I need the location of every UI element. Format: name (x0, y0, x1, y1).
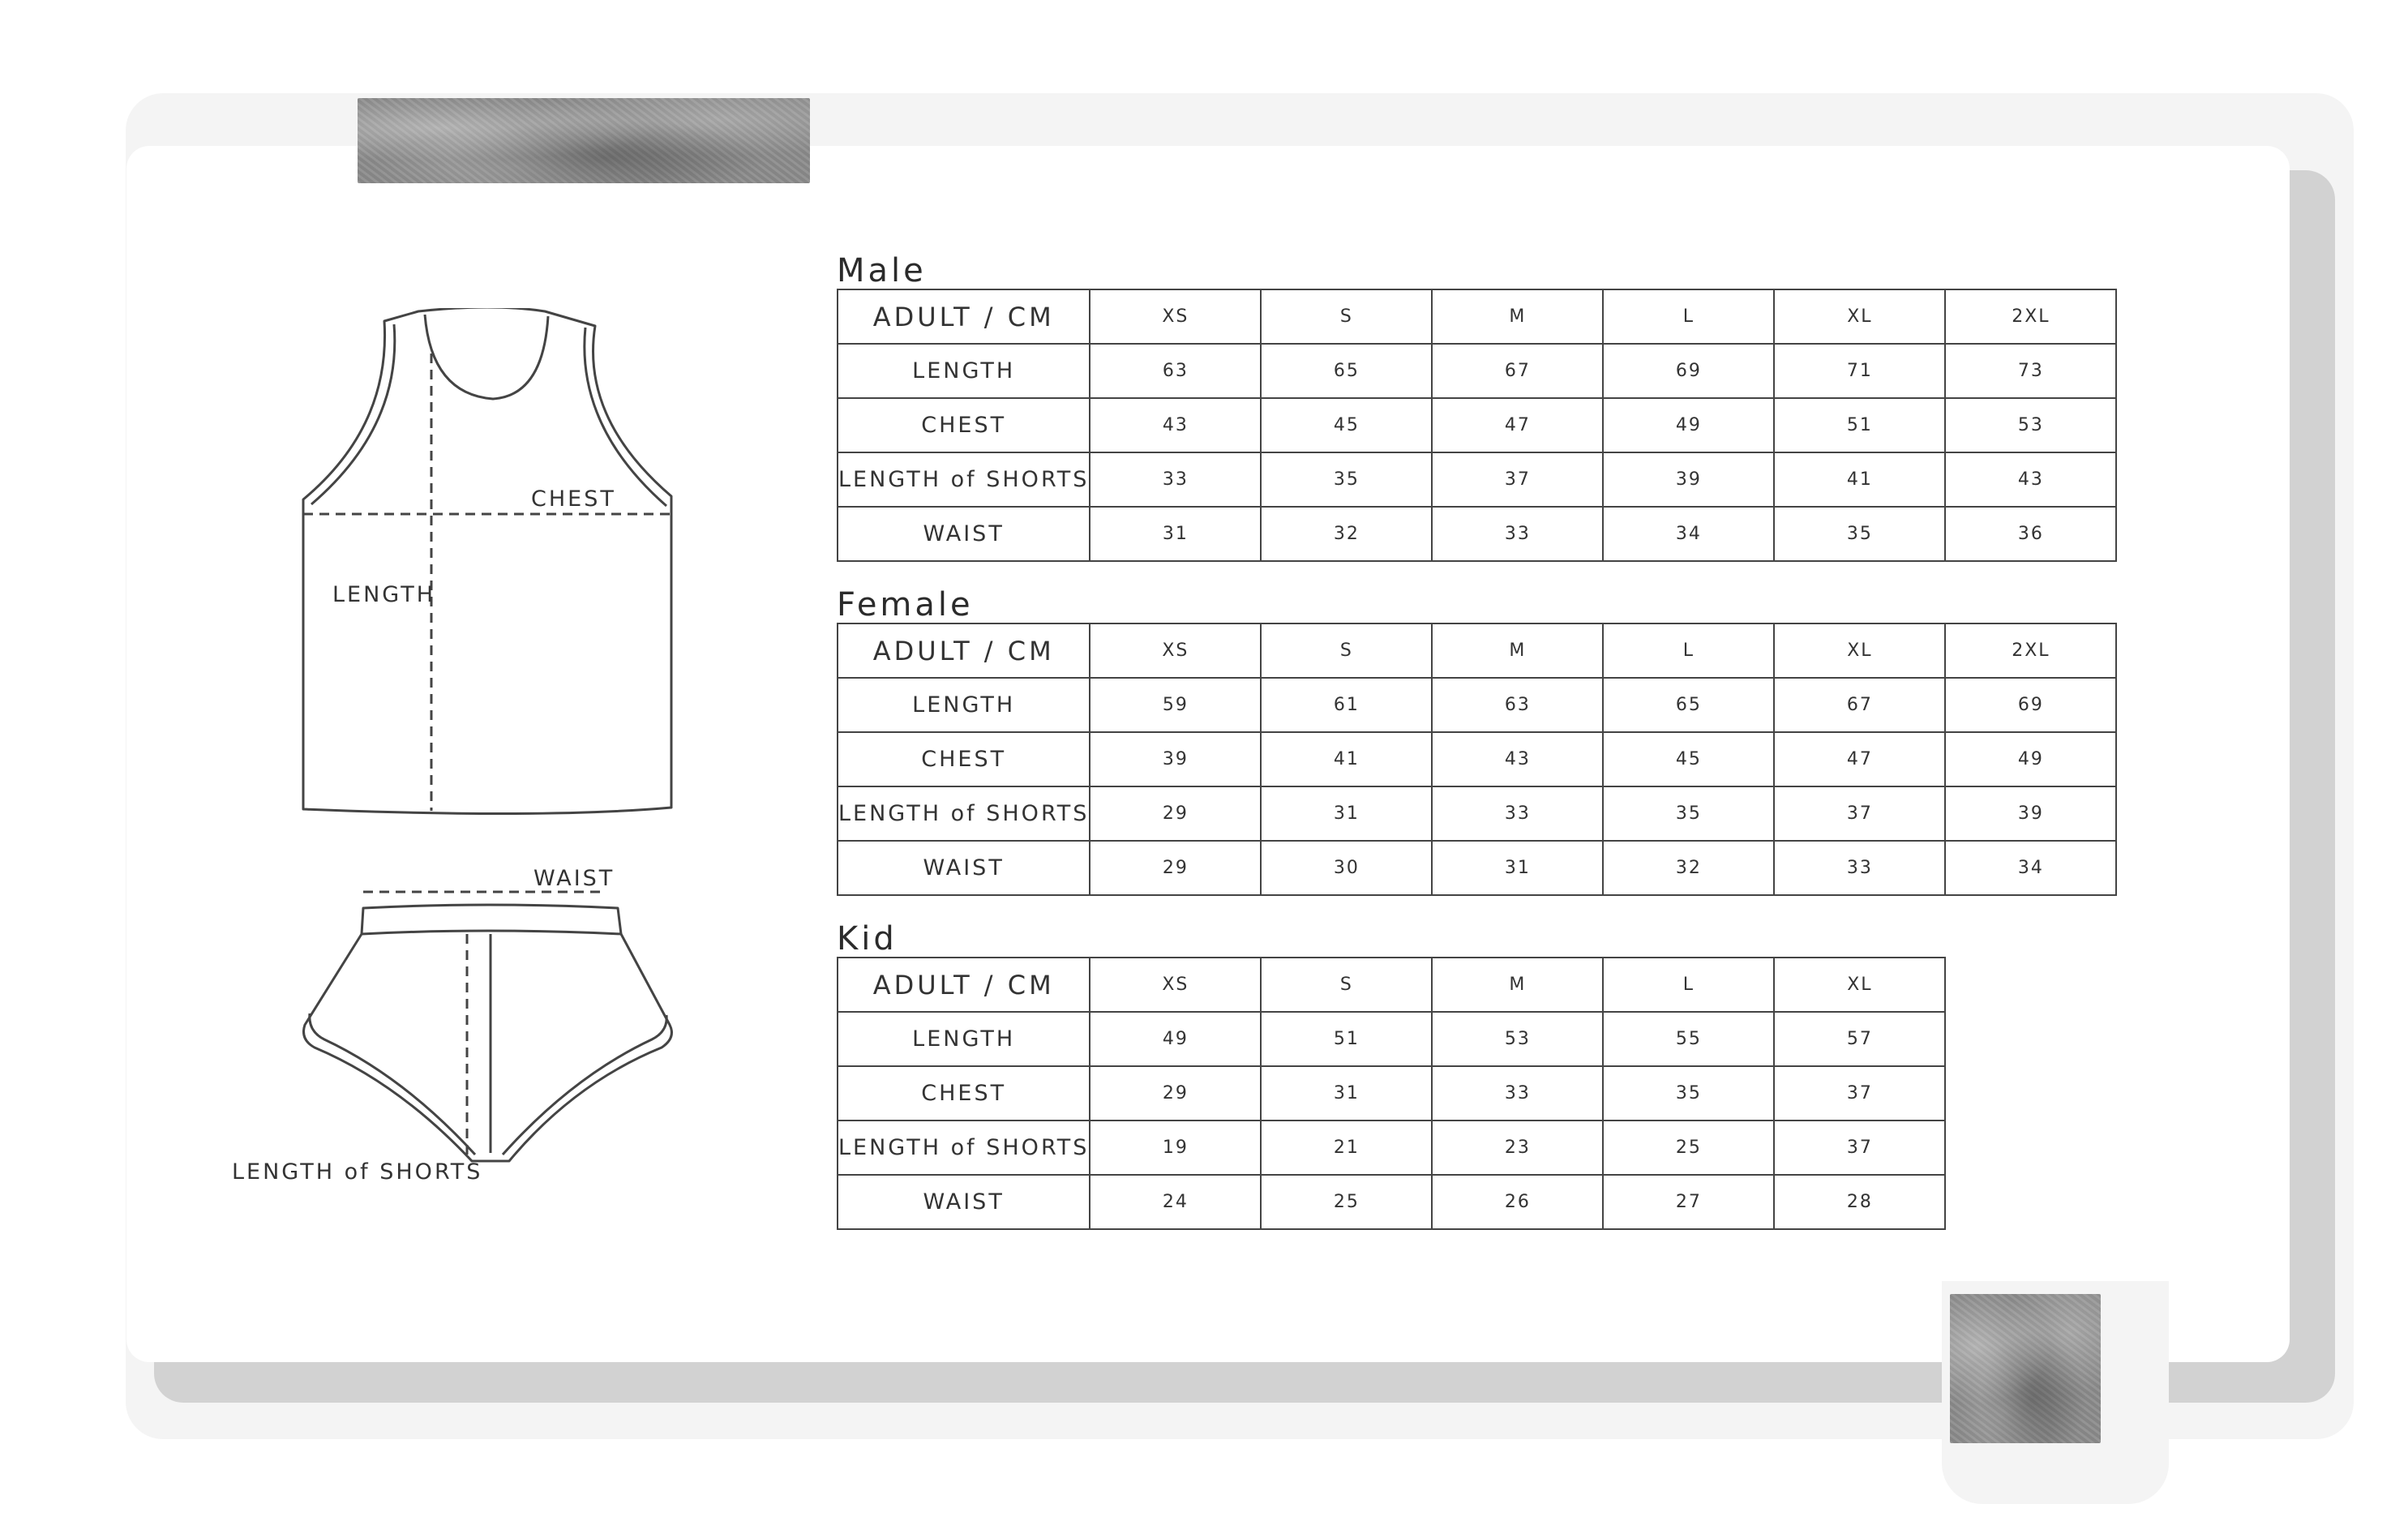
table-cell: 37 (1432, 452, 1603, 507)
row-label: WAIST (838, 841, 1090, 895)
table-cell: 31 (1432, 841, 1603, 895)
size-header: S (1261, 289, 1432, 344)
table-cell: 19 (1090, 1121, 1261, 1175)
table-cell: 32 (1261, 507, 1432, 561)
header-label: ADULT / CM (838, 623, 1090, 678)
size-header: L (1603, 958, 1774, 1012)
table-row (838, 452, 2116, 507)
table-cell: 69 (1945, 678, 2116, 732)
table-cell: 39 (1603, 452, 1774, 507)
table-row (838, 1012, 1945, 1066)
male-size-table (837, 289, 2117, 562)
header-label: ADULT / CM (838, 958, 1090, 1012)
tank-top-outline (303, 308, 671, 814)
table-cell: 45 (1603, 732, 1774, 786)
table-cell: 25 (1261, 1175, 1432, 1229)
size-header: 2XL (1945, 623, 2116, 678)
table-cell: 63 (1432, 678, 1603, 732)
table-cell: 33 (1432, 507, 1603, 561)
shorts-waistband (362, 905, 621, 934)
table-cell: 73 (1945, 344, 2116, 398)
table-cell: 33 (1432, 1066, 1603, 1121)
kid-size-table (837, 957, 1946, 1230)
table-cell: 35 (1774, 507, 1945, 561)
table-row (838, 344, 2116, 398)
table-cell: 35 (1261, 452, 1432, 507)
shorts-outline (304, 934, 672, 1161)
table-row (838, 507, 2116, 561)
table-cell: 27 (1603, 1175, 1774, 1229)
table-cell: 21 (1261, 1121, 1432, 1175)
table-cell: 26 (1432, 1175, 1603, 1229)
row-label: CHEST (838, 1066, 1090, 1121)
table-cell: 35 (1603, 1066, 1774, 1121)
table-row (838, 398, 2116, 452)
table-cell: 33 (1774, 841, 1945, 895)
chest-label: CHEST (531, 486, 616, 512)
table-cell: 43 (1090, 398, 1261, 452)
table-row (838, 786, 2116, 841)
tank-top-drawing (303, 308, 671, 814)
table-cell: 49 (1603, 398, 1774, 452)
length-label: LENGTH (332, 582, 436, 607)
table-cell: 41 (1261, 732, 1432, 786)
table-cell: 69 (1603, 344, 1774, 398)
table-cell: 65 (1261, 344, 1432, 398)
row-label: LENGTH (838, 1012, 1090, 1066)
table-cell: 65 (1603, 678, 1774, 732)
size-header: XL (1774, 289, 1945, 344)
tank-top-neck-trim (425, 315, 548, 399)
table-cell: 28 (1774, 1175, 1945, 1229)
female-section-title: Female (837, 586, 974, 623)
table-cell: 63 (1090, 344, 1261, 398)
shorts-drawing (304, 892, 672, 1161)
table-cell: 25 (1603, 1121, 1774, 1175)
table-cell: 30 (1261, 841, 1432, 895)
table-cell: 32 (1603, 841, 1774, 895)
table-cell: 37 (1774, 1066, 1945, 1121)
table-cell: 49 (1945, 732, 2116, 786)
row-label: LENGTH of SHORTS (838, 786, 1090, 841)
table-cell: 29 (1090, 841, 1261, 895)
row-label: LENGTH of SHORTS (838, 1121, 1090, 1175)
table-row (838, 1175, 1945, 1229)
table-cell: 29 (1090, 1066, 1261, 1121)
table-cell: 31 (1261, 1066, 1432, 1121)
length-of-shorts-label: LENGTH of SHORTS (232, 1159, 483, 1185)
table-cell: 29 (1090, 786, 1261, 841)
table-cell: 33 (1432, 786, 1603, 841)
table-cell: 53 (1432, 1012, 1603, 1066)
table-cell: 36 (1945, 507, 2116, 561)
table-cell: 51 (1261, 1012, 1432, 1066)
table-cell: 34 (1603, 507, 1774, 561)
size-header: XL (1774, 958, 1945, 1012)
table-cell: 24 (1090, 1175, 1261, 1229)
table-header-row (838, 289, 2116, 344)
table-cell: 67 (1432, 344, 1603, 398)
size-header: XS (1090, 958, 1261, 1012)
table-cell: 61 (1261, 678, 1432, 732)
size-header: L (1603, 289, 1774, 344)
table-header-row (838, 623, 2116, 678)
size-header: XS (1090, 623, 1261, 678)
table-cell: 47 (1432, 398, 1603, 452)
table-cell: 47 (1774, 732, 1945, 786)
table-cell: 43 (1945, 452, 2116, 507)
table-cell: 59 (1090, 678, 1261, 732)
table-row (838, 841, 2116, 895)
header-label: ADULT / CM (838, 289, 1090, 344)
table-cell: 53 (1945, 398, 2116, 452)
size-header: L (1603, 623, 1774, 678)
male-section-title: Male (837, 252, 927, 289)
table-cell: 71 (1774, 344, 1945, 398)
size-header: XL (1774, 623, 1945, 678)
waist-label: WAIST (533, 866, 615, 891)
tape-strip-top (358, 98, 810, 183)
shorts-left-leg-trim (310, 1013, 475, 1155)
table-row (838, 1121, 1945, 1175)
female-size-table (837, 623, 2117, 896)
table-cell: 39 (1090, 732, 1261, 786)
table-cell: 35 (1603, 786, 1774, 841)
table-header-row (838, 958, 1945, 1012)
table-row (838, 1066, 1945, 1121)
row-label: WAIST (838, 507, 1090, 561)
size-header: 2XL (1945, 289, 2116, 344)
shorts-right-leg-trim (503, 1015, 666, 1155)
row-label: WAIST (838, 1175, 1090, 1229)
table-cell: 31 (1261, 786, 1432, 841)
table-cell: 37 (1774, 1121, 1945, 1175)
size-header: S (1261, 958, 1432, 1012)
tape-strip-bottom (1950, 1294, 2101, 1443)
kid-section-title: Kid (837, 920, 898, 958)
table-cell: 55 (1603, 1012, 1774, 1066)
table-cell: 67 (1774, 678, 1945, 732)
table-cell: 33 (1090, 452, 1261, 507)
size-header: M (1432, 289, 1603, 344)
row-label: LENGTH (838, 344, 1090, 398)
table-cell: 51 (1774, 398, 1945, 452)
row-label: CHEST (838, 732, 1090, 786)
table-cell: 41 (1774, 452, 1945, 507)
size-header: XS (1090, 289, 1261, 344)
table-cell: 31 (1090, 507, 1261, 561)
row-label: CHEST (838, 398, 1090, 452)
row-label: LENGTH of SHORTS (838, 452, 1090, 507)
table-cell: 45 (1261, 398, 1432, 452)
table-cell: 39 (1945, 786, 2116, 841)
table-cell: 49 (1090, 1012, 1261, 1066)
size-header: M (1432, 623, 1603, 678)
table-row (838, 732, 2116, 786)
size-header: S (1261, 623, 1432, 678)
table-cell: 37 (1774, 786, 1945, 841)
tank-top-left-arm-trim (311, 324, 395, 504)
table-cell: 23 (1432, 1121, 1603, 1175)
table-cell: 43 (1432, 732, 1603, 786)
table-cell: 34 (1945, 841, 2116, 895)
table-cell: 57 (1774, 1012, 1945, 1066)
size-header: M (1432, 958, 1603, 1012)
garment-measurement-diagram (219, 308, 689, 1176)
table-row (838, 678, 2116, 732)
row-label: LENGTH (838, 678, 1090, 732)
